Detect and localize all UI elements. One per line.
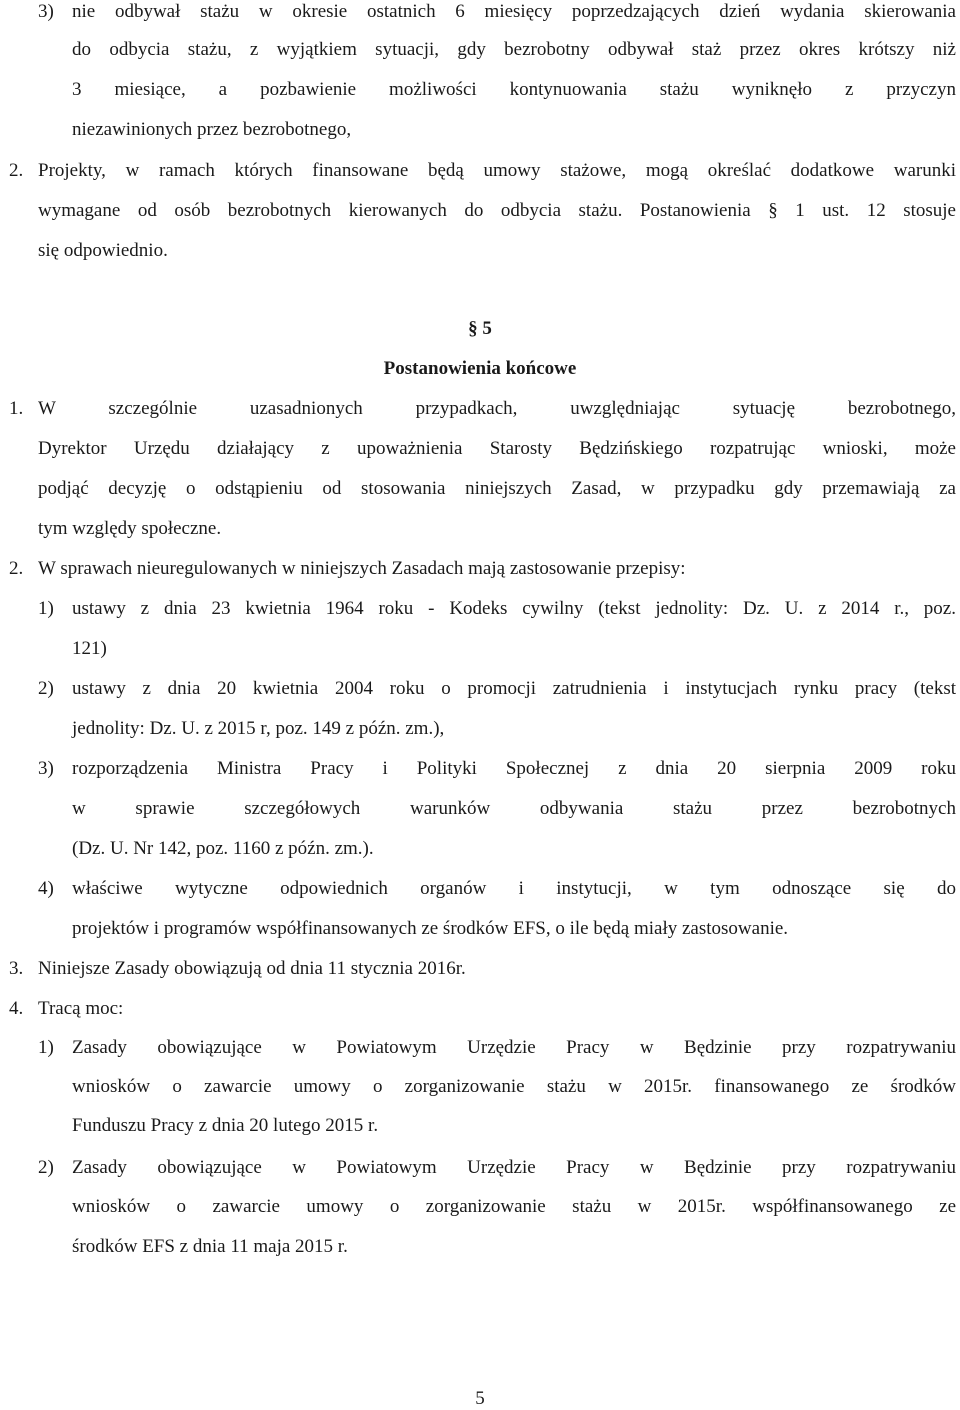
text-line: rozporządzenia Ministra Pracy i Polityki Społecznej z dnia 20 sierpnia 2009 roku [72,758,956,779]
page-number: 5 [475,1388,485,1409]
text-line: wniosków o zawarcie umowy o zorganizowanie stażu w 2015r. współfinansowanego ze [72,1196,956,1217]
paragraph-number: 3. [9,958,24,979]
text-line: projektów i programów współfinansowanych ze środków EFS, o ile będą miały zastosowanie. [72,918,789,939]
text-line: W szczególnie uzasadnionych przypadkach, uwzględniając sytuację bezrobotnego, [38,398,956,419]
item-number: 1) [38,1037,54,1058]
text-line: w sprawie szczegółowych warunków odbywania stażu przez bezrobotnych [72,798,956,819]
text-line: Projekty, w ramach których finansowane będą umowy stażowe, mogą określać dodatkowe warunki [38,160,956,181]
text-line: właściwe wytyczne odpowiednich organów i instytucji, w tym odnoszące się do [72,878,956,899]
text-line: jednolity: Dz. U. z 2015 r, poz. 149 z późn. zm.), [72,718,445,739]
paragraph-number: 1. [9,398,24,419]
paragraph-number: 2. [9,558,24,579]
text-line: 3 miesiące, a pozbawienie możliwości kontynuowania stażu wyniknęło z przyczyn [72,79,956,100]
item-number: 3) [38,758,54,779]
text-line: 121) [72,638,107,659]
text-line: środków EFS z dnia 11 maja 2015 r. [72,1236,348,1257]
item-number: 4) [38,878,54,899]
text-line: podjąć decyzję o odstąpieniu od stosowania niniejszych Zasad, w przypadku gdy przemawiają za [38,478,956,499]
text-line: wniosków o zawarcie umowy o zorganizowanie stażu w 2015r. finansowanego ze środków [72,1076,956,1097]
text-line: ustawy z dnia 20 kwietnia 2004 roku o promocji zatrudnienia i instytucjach rynku pracy (tekst [72,678,956,699]
text-line: Zasady obowiązujące w Powiatowym Urzędzie Pracy w Będzinie przy rozpatrywaniu [72,1157,956,1178]
section-number: § 5 [468,318,492,339]
text-line: W sprawach nieuregulowanych w niniejszych Zasadach mają zastosowanie przepisy: [38,558,686,579]
item-number: 2) [38,678,54,699]
item-number: 2) [38,1157,54,1178]
item-number: 3) [38,1,54,22]
section-title: Postanowienia końcowe [383,358,577,379]
text-line: niezawinionych przez bezrobotnego, [72,119,352,140]
text-line: Niniejsze Zasady obowiązują od dnia 11 stycznia 2016r. [38,958,466,979]
text-line: do odbycia stażu, z wyjątkiem sytuacji, gdy bezrobotny odbywał staż przez okres krótszy niż [72,39,956,60]
text-line: wymagane od osób bezrobotnych kierowanych do odbycia stażu. Postanowienia § 1 ust. 12 stosuje [38,200,956,221]
text-line: Zasady obowiązujące w Powiatowym Urzędzie Pracy w Będzinie przy rozpatrywaniu [72,1037,956,1058]
text-line: Tracą moc: [38,998,124,1019]
text-line: się odpowiednio. [38,240,168,261]
text-line: nie odbywał stażu w okresie ostatnich 6 miesięcy poprzedzających dzień wydania skierowania [72,1,956,22]
text-line: tym względy społeczne. [38,518,222,539]
paragraph-number: 4. [9,998,24,1019]
paragraph-number: 2. [9,160,24,181]
text-line: Dyrektor Urzędu działający z upoważnienia Starosty Będzińskiego rozpatrując wnioski, może [38,438,956,459]
text-line: (Dz. U. Nr 142, poz. 1160 z późn. zm.). [72,838,374,859]
item-number: 1) [38,598,54,619]
text-line: ustawy z dnia 23 kwietnia 1964 roku - Kodeks cywilny (tekst jednolity: Dz. U. z 2014 r., poz. [72,598,956,619]
text-line: Funduszu Pracy z dnia 20 lutego 2015 r. [72,1115,379,1136]
